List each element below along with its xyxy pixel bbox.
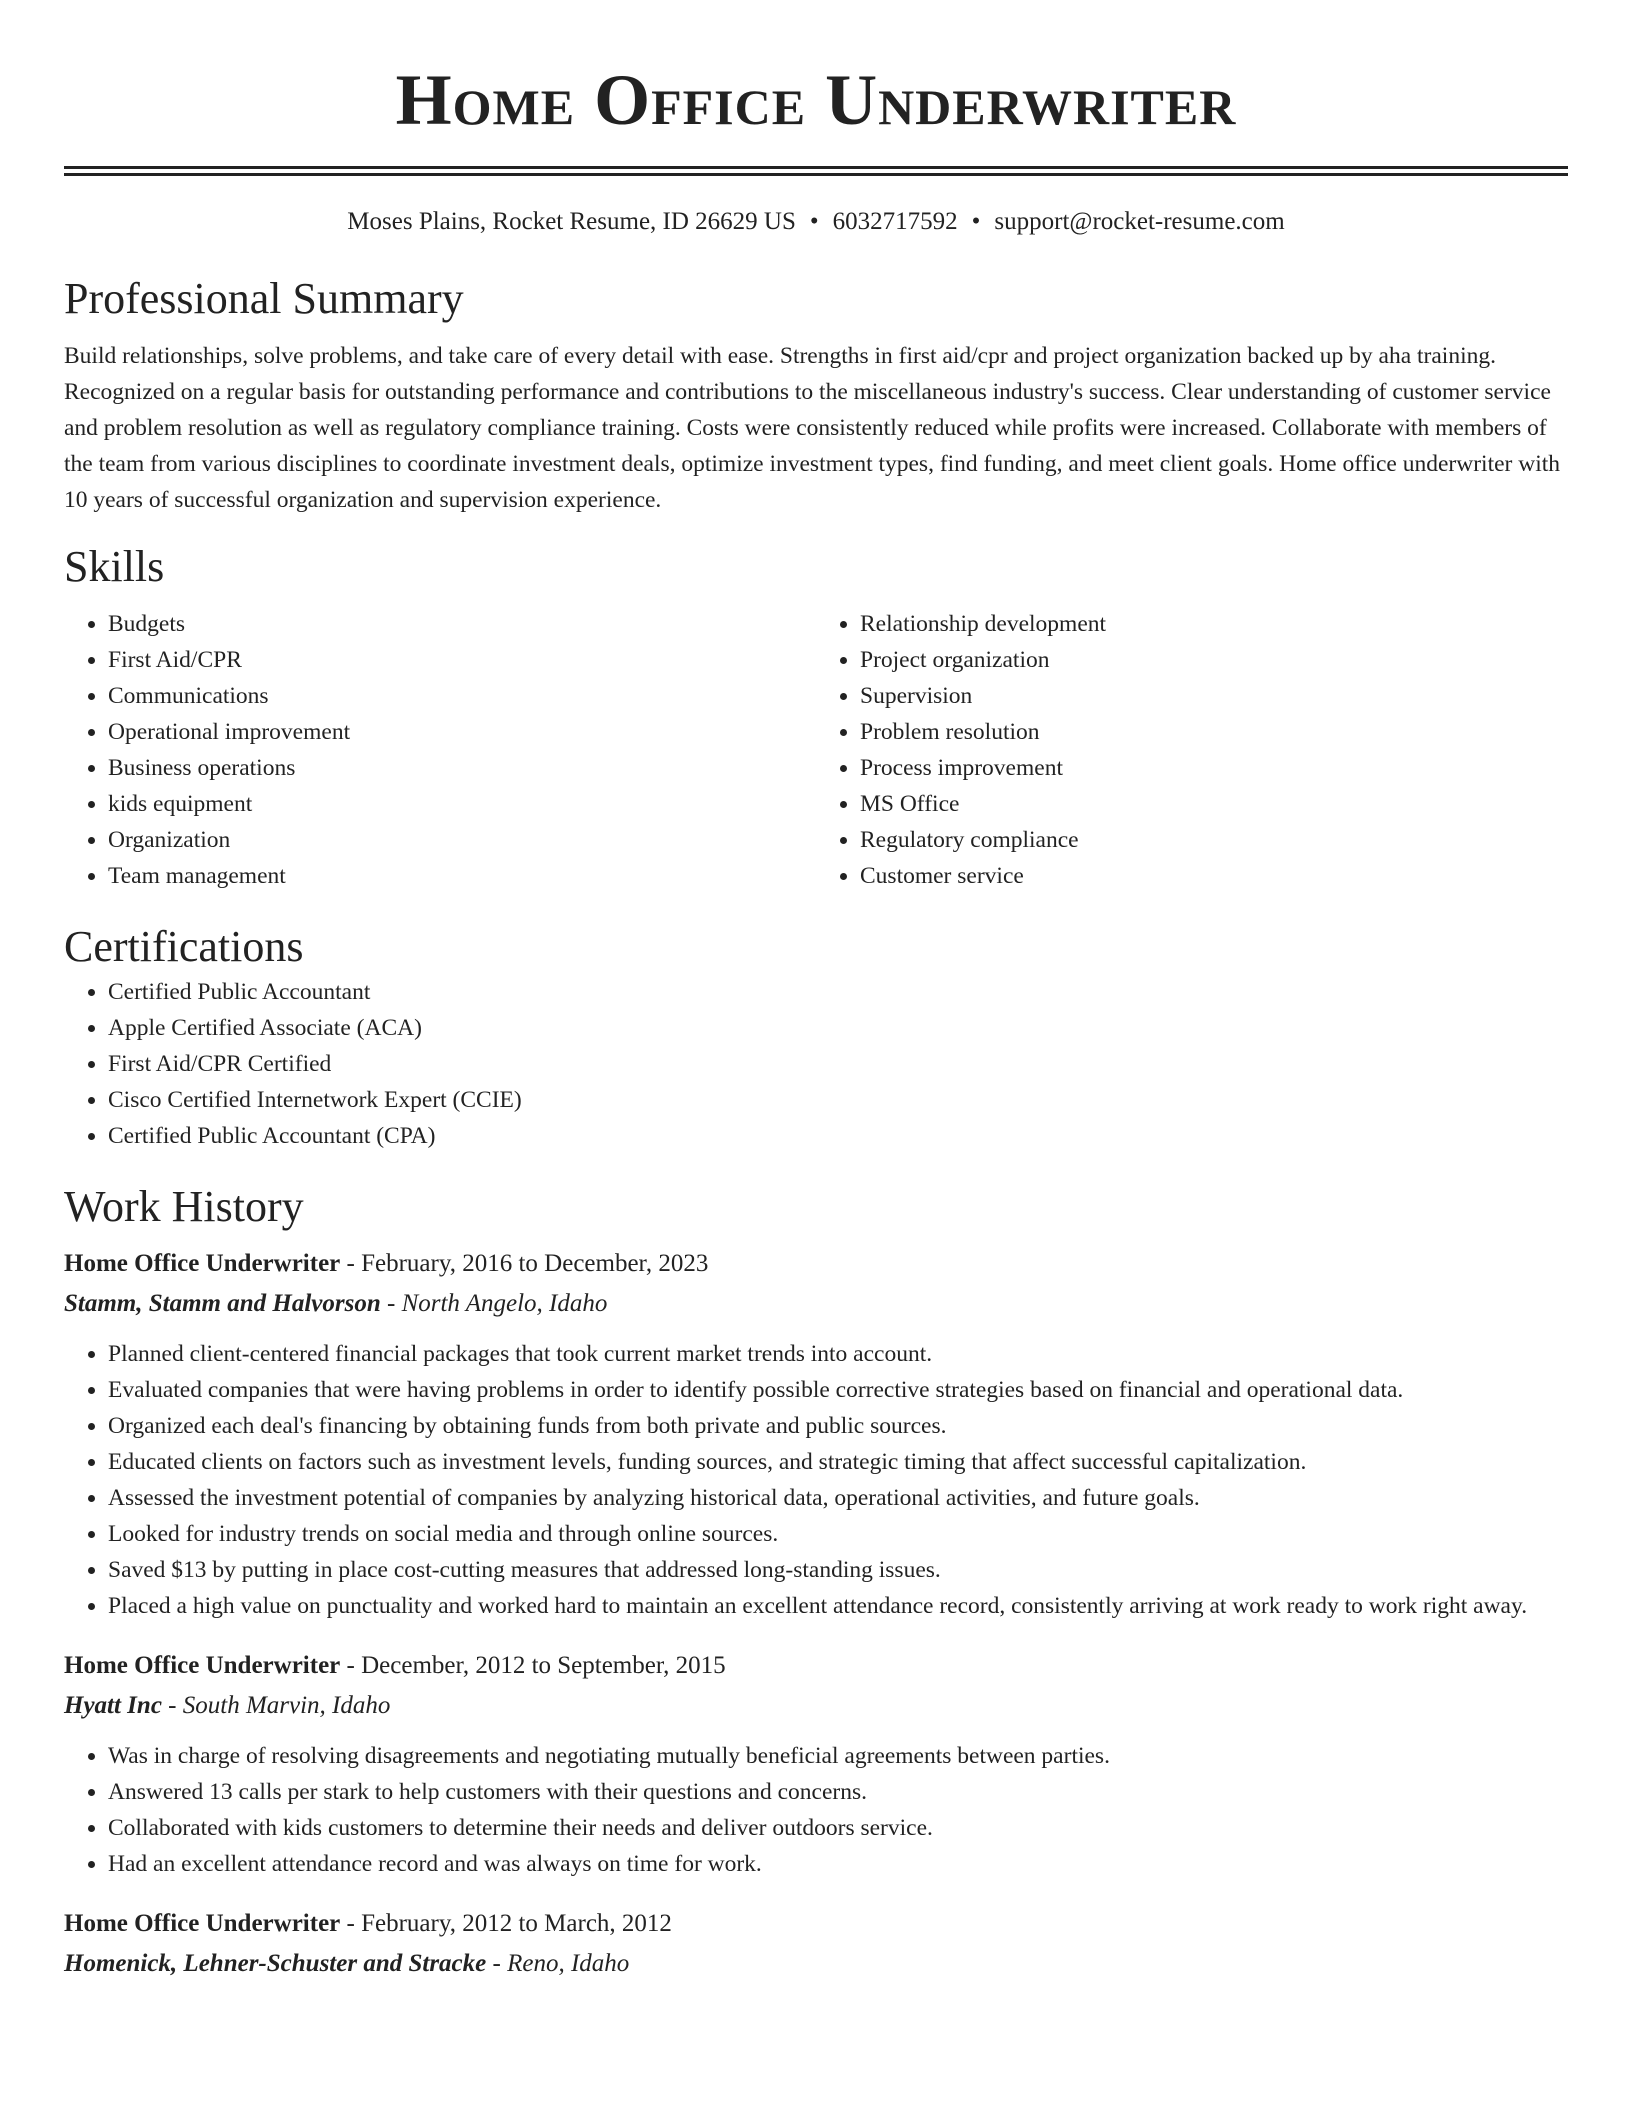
job-duty: • Educated clients on factors such as investment levels, funding sources, and strategic timing that affect successful capitalization.: [108, 1444, 1568, 1480]
skills-heading: Skills: [64, 542, 165, 591]
skill-item: • Process improvement: [860, 750, 1568, 786]
skill-item: • Operational improvement: [108, 714, 816, 750]
job-duty: • Organized each deal's financing by obtaining funds from both private and public sources.: [108, 1408, 1568, 1444]
job-dates: - February, 2012 to March, 2012: [340, 1910, 672, 1937]
summary-text: Build relationships, solve problems, and take care of every detail with ease. Strengths in first aid/cpr and project organization backed up by aha training. Recognized on a regular basis for outstanding performance and contributions to the miscellaneous industry's success. Clear understanding of customer service and problem resolution as well as regulatory compliance training. Costs were consistently reduced while profits were increased. Collaborate with members of the team from various disciplines to coordinate investment deals, optimize investment types, find funding, and meet client goals. Home office underwriter with 10 years of successful organization and supervision experience.: [64, 343, 1561, 513]
skills-list-right: [816, 606, 1568, 894]
certifications-list: [64, 974, 1568, 1154]
job-location: - South Marvin, Idaho: [161, 1692, 391, 1719]
job-title: Home Office Underwriter: [64, 1910, 341, 1937]
skill-item: • Supervision: [860, 678, 1568, 714]
job-duty: • Placed a high value on punctuality and worked hard to maintain an excellent attendance record, consistently arriving at work ready to work right away.: [108, 1588, 1568, 1624]
certifications-heading: Certifications: [64, 922, 304, 971]
job-duty: • Answered 13 calls per stark to help customers with their questions and concerns.: [108, 1774, 1568, 1810]
skill-item: • Regulatory compliance: [860, 822, 1568, 858]
skill-item: • Relationship development: [860, 606, 1568, 642]
job-company: Stamm, Stamm and Halvorson: [64, 1290, 381, 1317]
job-duty: • Assessed the investment potential of companies by analyzing historical data, operational activities, and future goals.: [108, 1480, 1568, 1516]
title-divider: [64, 166, 1568, 176]
job-entry: [64, 1648, 1568, 1882]
skill-item: • Organization: [108, 822, 816, 858]
job-dates: - February, 2016 to December, 2023: [340, 1250, 709, 1277]
job-duty: • Saved $13 by putting in place cost-cutting measures that addressed long-standing issues.: [108, 1552, 1568, 1588]
skill-item: • MS Office: [860, 786, 1568, 822]
contact-address: Moses Plains, Rocket Resume, ID 26629 US: [347, 208, 796, 235]
job-header: [64, 1246, 1568, 1282]
job-duty: • Had an excellent attendance record and was always on time for work.: [108, 1846, 1568, 1882]
skill-item: • Problem resolution: [860, 714, 1568, 750]
job-dates: - December, 2012 to September, 2015: [340, 1652, 726, 1679]
job-duty: • Collaborated with kids customers to determine their needs and deliver outdoors service.: [108, 1810, 1568, 1846]
contact-email: support@rocket-resume.com: [994, 208, 1285, 235]
job-employer: [64, 1688, 1568, 1724]
contact-separator: •: [809, 208, 819, 235]
certification-item: • Cisco Certified Internetwork Expert (CCIE): [108, 1082, 1568, 1118]
resume-title: Home Office Underwriter: [395, 60, 1237, 140]
work-history-heading: Work History: [64, 1182, 304, 1231]
job-duty: • Looked for industry trends on social media and through online sources.: [108, 1516, 1568, 1552]
job-duty: • Evaluated companies that were having problems in order to identify possible corrective strategies based on financial and operational data.: [108, 1372, 1568, 1408]
job-company: Homenick, Lehner-Schuster and Stracke: [64, 1950, 487, 1977]
job-duty: • Planned client-centered financial packages that took current market trends into account.: [108, 1336, 1568, 1372]
skill-item: • kids equipment: [108, 786, 816, 822]
job-duties: [64, 1336, 1568, 1624]
job-entry: [64, 1246, 1568, 1624]
skill-item: • Communications: [108, 678, 816, 714]
contact-separator: •: [971, 208, 981, 235]
certification-item: • Certified Public Accountant (CPA): [108, 1118, 1568, 1154]
job-location: - North Angelo, Idaho: [380, 1290, 608, 1317]
certification-item: • Apple Certified Associate (ACA): [108, 1010, 1568, 1046]
job-company: Hyatt Inc: [64, 1692, 162, 1719]
job-header: [64, 1906, 1568, 1942]
certification-item: • Certified Public Accountant: [108, 974, 1568, 1010]
skill-item: • Customer service: [860, 858, 1568, 894]
job-duty: • Was in charge of resolving disagreements and negotiating mutually beneficial agreements between parties.: [108, 1738, 1568, 1774]
contact-phone: 6032717592: [832, 208, 958, 235]
skill-item: • Budgets: [108, 606, 816, 642]
job-entry: [64, 1906, 1568, 1982]
job-title: Home Office Underwriter: [64, 1250, 341, 1277]
job-location: - Reno, Idaho: [486, 1950, 630, 1977]
summary-heading: Professional Summary: [64, 274, 464, 323]
certification-item: • First Aid/CPR Certified: [108, 1046, 1568, 1082]
skill-item: • First Aid/CPR: [108, 642, 816, 678]
skill-item: • Team management: [108, 858, 816, 894]
job-duties: [64, 1738, 1568, 1882]
skill-item: • Business operations: [108, 750, 816, 786]
job-employer: [64, 1286, 1568, 1322]
job-title: Home Office Underwriter: [64, 1652, 341, 1679]
skills-columns: [64, 606, 1568, 894]
job-employer: [64, 1946, 1568, 1982]
contact-line: [64, 206, 1568, 238]
job-header: [64, 1648, 1568, 1684]
skill-item: • Project organization: [860, 642, 1568, 678]
skills-list-left: [64, 606, 816, 894]
